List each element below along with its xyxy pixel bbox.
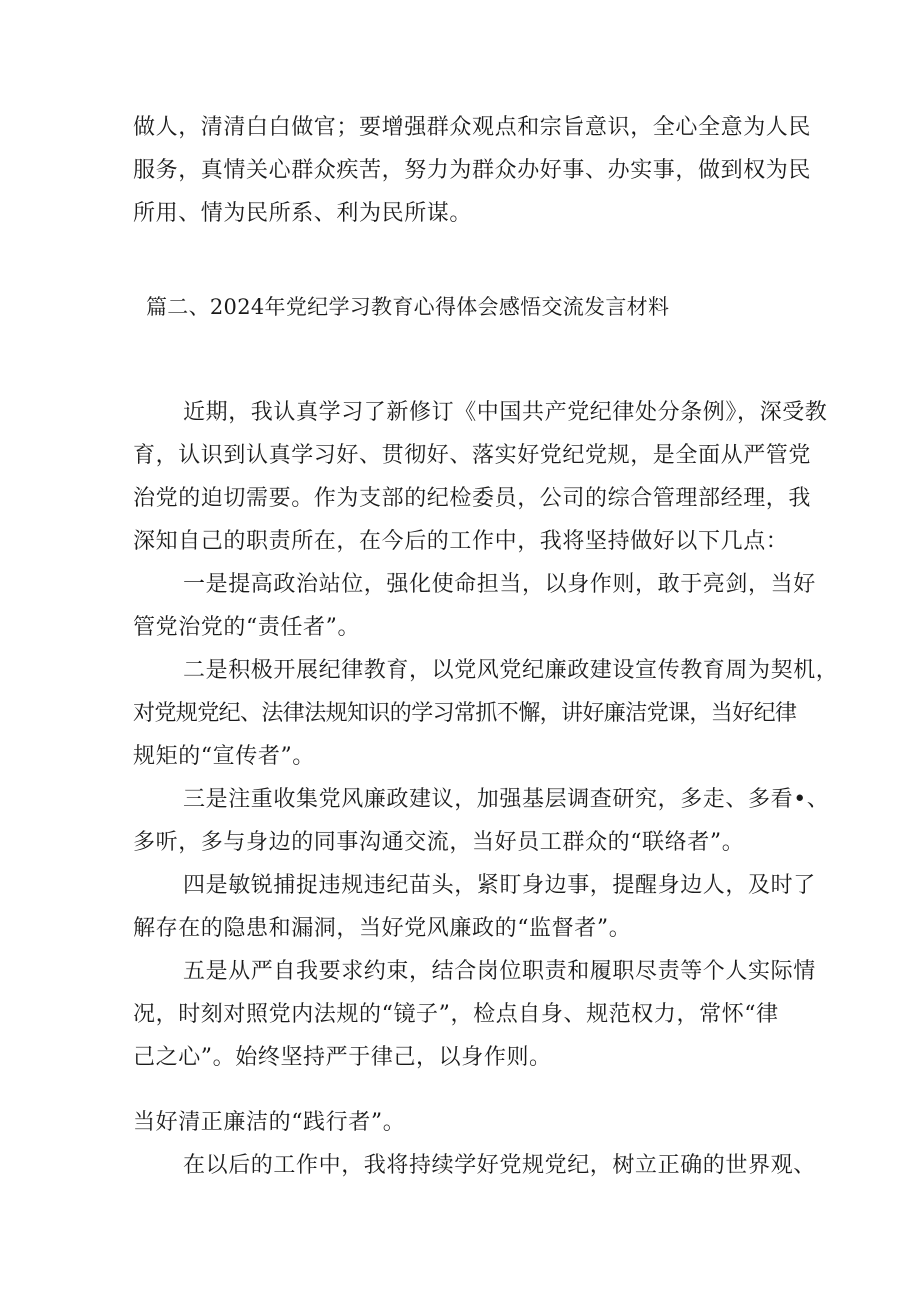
paragraph-line: 一是提高政治站位，强化使命担当，以身作则，敢于亮剑，当好 <box>183 572 816 597</box>
paragraph-line: 五是从严自我要求约束，结合岗位职责和履职尽责等个人实际情 <box>183 959 816 984</box>
paragraph-line: 当好清正廉洁的“践行者”。 <box>133 1110 406 1135</box>
paragraph-line: 在以后的工作中，我将持续学好党规党纪，树立正确的世界观、 <box>183 1153 816 1178</box>
paragraph-line: 解存在的隐患和漏洞，当好党风廉政的“监督者”。 <box>133 916 632 941</box>
intro-line: 服务，真情关心群众疾苦，努力为群众办好事、办实事，做到权为民 <box>133 158 812 183</box>
intro-line: 做人，清清白白做官；要增强群众观点和宗旨意识，全心全意为人民 <box>133 115 812 140</box>
paragraph-line: 己之心”。始终坚持严于律己，以身作则。 <box>133 1045 552 1070</box>
paragraph-line: 育，认识到认真学习好、贯彻好、落实好党纪党规，是全面从严管党 <box>133 443 812 468</box>
paragraph-line: 二是积极开展纪律教育，以党风党纪廉政建设宣传教育周为契机， <box>183 658 839 683</box>
paragraph-line: 近期，我认真学习了新修订《中国共产党纪律处分条例》，深受教 <box>183 400 828 425</box>
paragraph-line: 规矩的“宣传者”。 <box>133 744 315 769</box>
section-title: 篇二、2024年党纪学习教育心得体会感悟交流发言材料 <box>146 295 670 319</box>
paragraph-line: 深知自己的职责所在，在今后的工作中，我将坚持做好以下几点： <box>133 529 789 554</box>
paragraph-line: 治党的迫切需要。作为支部的纪检委员，公司的综合管理部经理，我 <box>133 486 812 511</box>
paragraph-line: 管党治党的“责任者”。 <box>133 615 361 640</box>
paragraph-line: 四是敏锐捕捉违规违纪苗头，紧盯身边事，提醒身边人，及时了 <box>183 873 816 898</box>
intro-line: 所用、情为民所系、利为民所谋。 <box>133 201 473 226</box>
paragraph-line: 对党规党纪、法律法规知识的学习常抓不懈，讲好廉洁党课，当好纪律 <box>133 701 797 726</box>
paragraph-line: 况，时刻对照党内法规的“镜子”，检点自身、规范权力，常怀“律 <box>133 1002 779 1027</box>
paragraph-line: 多听，多与身边的同事沟通交流，当好员工群众的“联络者”。 <box>133 830 745 855</box>
paragraph-line: 三是注重收集党风廉政建议，加强基层调查研究，多走、多看•、 <box>183 787 830 812</box>
